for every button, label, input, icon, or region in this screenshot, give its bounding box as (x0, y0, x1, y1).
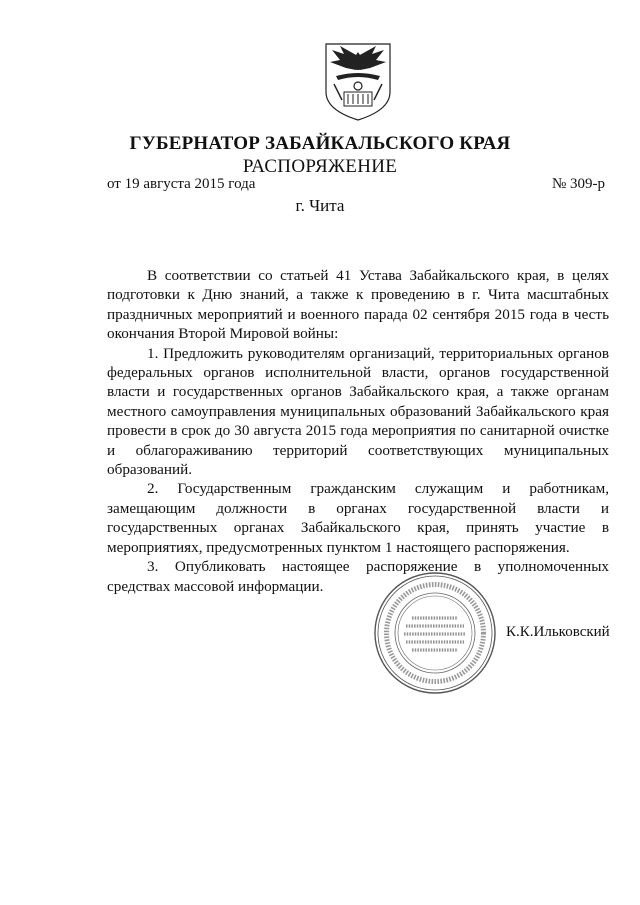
official-seal-icon (372, 570, 498, 696)
item-paragraph-3: 3. Опубликовать настоящее распоряжение в уполномоченных средствах массовой информации. (107, 558, 609, 595)
document-city: г. Чита (295, 196, 345, 215)
signatory-name: К.К.Ильковский (506, 624, 610, 640)
document-type: РАСПОРЯЖЕНИЕ (242, 156, 398, 177)
item-paragraph-1: 1. Предложить руководителям организаций, территориальных органов федеральных органов исполнительной власти, органов государственной власти и государственных органов Забайкальского края, а также органам местного самоуправления муниципальных образований Забайкальского края провести в срок до 30 августа 2015 года мероприятия по санитарной очистке и облагораживанию территорий соответствующих муниципальных образований. (107, 344, 609, 479)
document-body (107, 266, 609, 596)
item-paragraph-2: 2. Государственным гражданским служащим и работникам, замещающим должности в органах государственной власти и государственных органах Забайкальского края, принять участие в мероприятиях, предусмотренных пунктом 1 настоящего распоряжения. (107, 480, 609, 556)
document-date: от 19 августа 2015 года (107, 176, 256, 192)
coat-of-arms-icon (318, 40, 398, 122)
document-number: № 309-р (551, 176, 605, 192)
preamble-paragraph: В соответствии со статьей 41 Устава Забайкальского края, в целях подготовки к Дню знаний, а также к проведению в г. Чита масштабных праздничных мероприятий и военного парада 02 сентября 2015 года в честь окончания Второй Мировой войны: (107, 267, 609, 343)
document-title: ГУБЕРНАТОР ЗАБАЙКАЛЬСКОГО КРАЯ (129, 133, 511, 154)
